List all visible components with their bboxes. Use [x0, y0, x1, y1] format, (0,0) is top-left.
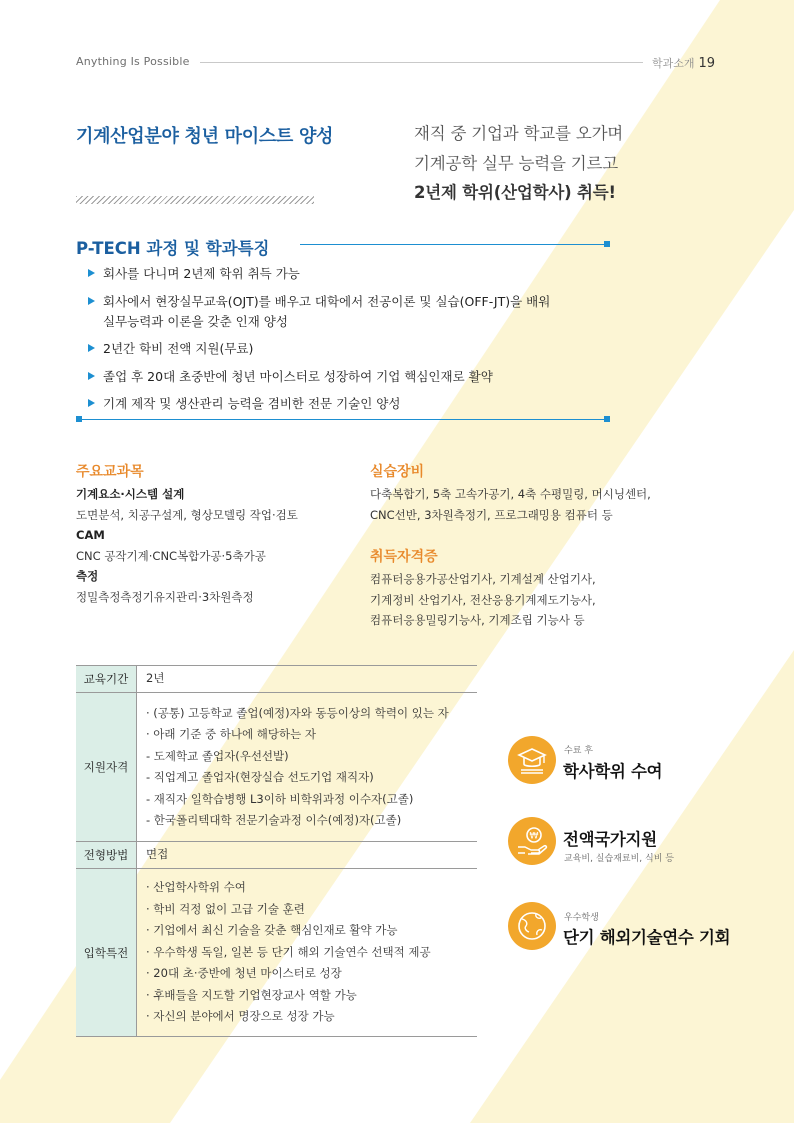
- ptech-bottom-dot-right: [604, 416, 610, 422]
- course-group-name: 기계요소·시스템 설계: [76, 487, 185, 501]
- header-section: 학과소개: [652, 57, 695, 70]
- header-tagline: Anything Is Possible: [76, 55, 190, 68]
- cert-line: 컴퓨터응용가공산업기사, 기계설계 산업기사,: [370, 572, 596, 586]
- benefit-title: 단기 해외기술연수 기회: [563, 928, 731, 947]
- triangle-bullet-icon: [88, 372, 95, 380]
- benefit-title: 전액국가지원: [563, 830, 657, 849]
- courses-list: [76, 484, 298, 607]
- triangle-bullet-icon: [88, 269, 95, 277]
- benefit-icon-circle: [508, 817, 556, 865]
- row-value: · (공통) 고등학교 졸업(예정)자와 동등이상의 학력이 있는 자 · 아래 기준 중 하나에 해당하는 자 - 도제학교 졸업자(우선선발) - 직업계고 졸업자(현장실습 선도기업 재직자) - 재직자 일학습병행 L3이하 비학위과정 이수자(고졸) - 한국폴리텍대학 전문기술과정 이수(예정)자(고졸): [137, 693, 478, 842]
- benefit-caption: 수료 후: [564, 746, 593, 756]
- row-label: 교육기간: [76, 666, 137, 693]
- subtext-line-1: 재직 중 기업과 학교를 오가며: [414, 124, 624, 143]
- ptech-section-title: P-TECH 과정 및 학과특징: [76, 239, 270, 258]
- title-subtext: [414, 119, 623, 208]
- benefit-icon-circle: [508, 736, 556, 784]
- admission-info-table: [76, 665, 477, 1037]
- subtext-line-2: 기계공학 실무 능력을 기르고: [414, 153, 619, 173]
- list-item: 2년간 학비 전액 지원(무료): [88, 339, 643, 359]
- coin-hand-icon: [508, 817, 556, 865]
- page-title: 기계산업분야 청년 마이스트 양성: [76, 126, 334, 147]
- ptech-title-rule: [300, 244, 607, 245]
- triangle-bullet-icon: [88, 344, 95, 352]
- equipment-line: CNC선반, 3차원측정기, 프로그래밍용 컴퓨터 등: [370, 507, 613, 522]
- benefit-caption: 우수학생: [564, 913, 599, 923]
- header-page-info: [652, 55, 715, 71]
- table-row: [76, 842, 477, 869]
- header-rule: [200, 62, 643, 63]
- list-item: 회사에서 현장실무교육(OJT)를 배우고 대학에서 전공이론 및 실습(OFF-JT)을 배워 실무능력과 이론을 갖춘 인재 양성: [88, 292, 643, 332]
- hatch-divider: [76, 196, 314, 204]
- certs-title: 취득자격증: [370, 549, 438, 565]
- course-group-desc: CNC 공작기계·CNC복합가공·5축가공: [76, 548, 266, 563]
- triangle-bullet-icon: [88, 399, 95, 407]
- course-group-desc: 정밀측정측정기유지관리·3차원측정: [76, 589, 254, 604]
- certs-list: [370, 569, 596, 631]
- course-group-name: CAM: [76, 528, 105, 542]
- row-label: 전형방법: [76, 842, 137, 869]
- cert-line: 컴퓨터응용밀링기능사, 기계조립 기능사 등: [370, 613, 585, 627]
- row-value: 2년: [137, 666, 478, 693]
- benefit-caption: 교육비, 실습재료비, 식비 등: [564, 854, 674, 864]
- svg-text:₩: ₩: [529, 831, 539, 842]
- graduation-cap-icon: [508, 736, 556, 784]
- table-row: [76, 666, 477, 693]
- equipment-list: [370, 484, 651, 525]
- globe-icon: [508, 902, 556, 950]
- row-label: 지원자격: [76, 693, 137, 842]
- row-label: 입학특전: [76, 869, 137, 1037]
- ptech-bottom-dot-left: [76, 416, 82, 422]
- subtext-line-3: 2년제 학위(산업학사) 취득!: [414, 183, 616, 202]
- equipment-title: 실습장비: [370, 464, 425, 480]
- table-row: [76, 693, 477, 842]
- page-number: 19: [698, 56, 716, 71]
- cert-line: 기계정비 산업기사, 전산응용기계제도기능사,: [370, 592, 596, 607]
- course-group-name: 측정: [76, 569, 99, 583]
- benefit-title: 학사학위 수여: [563, 762, 663, 781]
- list-item: 졸업 후 20대 초중반에 청년 마이스터로 성장하여 기업 핵심인재로 활약: [88, 367, 643, 387]
- ptech-feature-list: [88, 264, 643, 422]
- course-group-desc: 도면분석, 치공구설계, 형상모델링 작업·검토: [76, 507, 298, 522]
- equipment-line: 다축복합기, 5축 고속가공기, 4축 수평밀링, 머시닝센터,: [370, 487, 651, 501]
- list-item: 기계 제작 및 생산관리 능력을 겸비한 전문 기술인 양성: [88, 394, 643, 414]
- benefit-icon-circle: [508, 902, 556, 950]
- list-item: 회사를 다니며 2년제 학위 취득 가능: [88, 264, 643, 284]
- table-row: [76, 869, 477, 1037]
- triangle-bullet-icon: [88, 297, 95, 305]
- ptech-rule-dot: [604, 241, 610, 247]
- courses-title: 주요교과목: [76, 464, 144, 480]
- ptech-bottom-rule: [79, 419, 605, 420]
- row-value: 면접: [137, 842, 478, 869]
- row-value: · 산업학사학위 수여 · 학비 걱정 없이 고급 기술 훈련 · 기업에서 최신 기술을 갖춘 핵심인재로 활약 가능 · 우수학생 독일, 일본 등 단기 해외 기술연수 선택적 제공 · 20대 초·중반에 청년 마이스터로 성장 · 후배들을 지도할 기업현장교사 역할 가능 · 자신의 분야에서 명장으로 성장 가능: [137, 869, 478, 1037]
